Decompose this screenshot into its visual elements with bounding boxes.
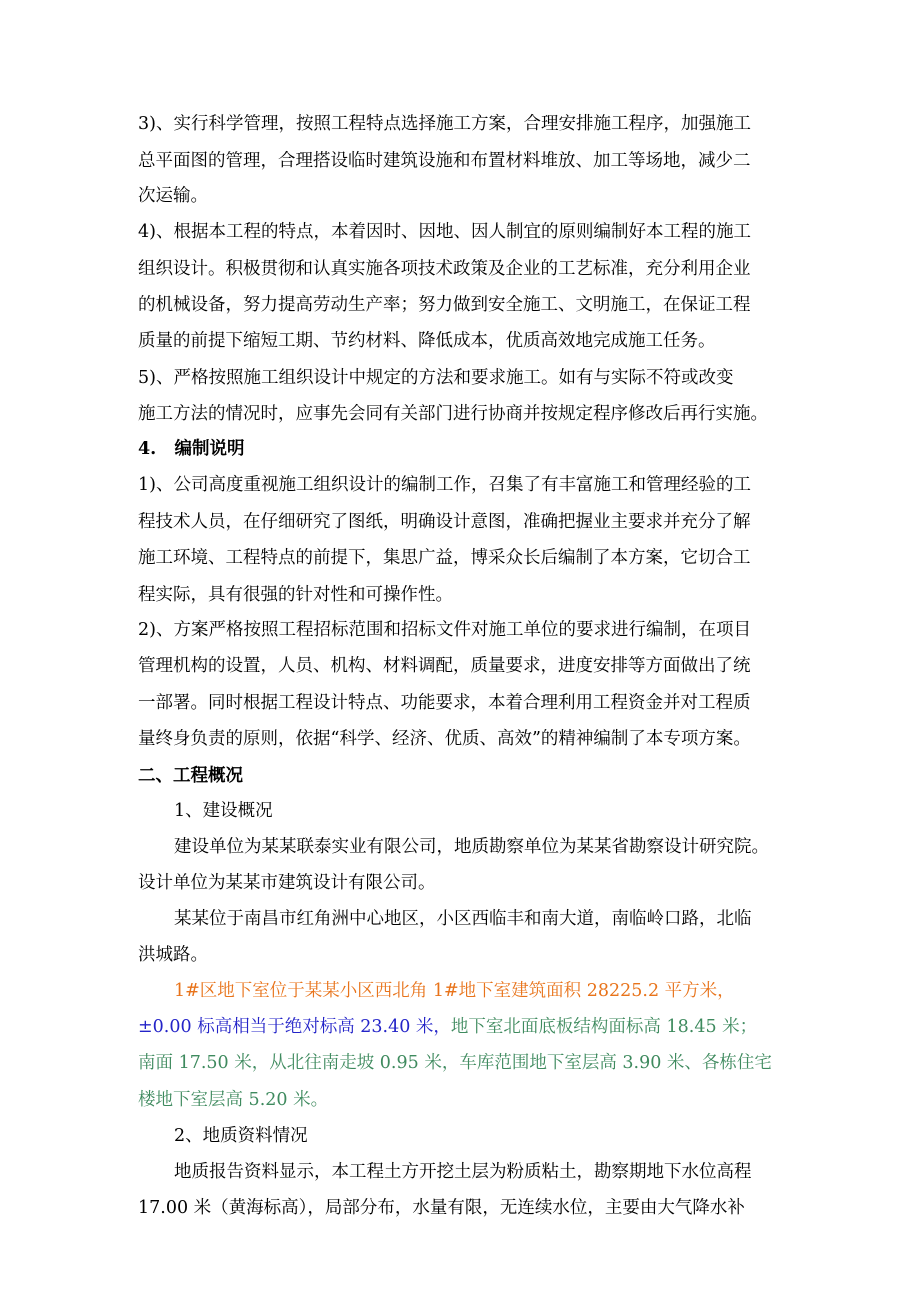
section4-p1-line1: 1)、公司高度重视施工组织设计的编制工作，召集了有丰富施工和管理经验的工 — [138, 475, 751, 495]
para3-line3: 次运输。 — [138, 186, 208, 206]
build-line1: 建设单位为某某联泰实业有限公司，地质勘察单位为某某省勘察设计研究院。 — [174, 837, 769, 857]
geology-line2: 17.00 米（黄海标高），局部分布，水量有限，无连续水位，主要由大气降水补 — [138, 1198, 745, 1218]
basement-line4: 楼地下室层高 5.20 米。 — [138, 1090, 329, 1110]
location-line2: 洪城路。 — [138, 945, 208, 965]
section4-p1-line3: 施工环境、工程特点的前提下，集思广益，博采众长后编制了本方案，它切合工 — [138, 548, 751, 568]
para4-line2: 组织设计。积极贯彻和认真实施各项技术政策及企业的工艺标准，充分利用企业 — [138, 259, 751, 279]
build-line2: 设计单位为某某市建筑设计有限公司。 — [138, 873, 436, 893]
para5-line1: 5)、严格按照施工组织设计中规定的方法和要求施工。如有与实际不符或改变 — [138, 368, 734, 388]
para3-line2: 总平面图的管理，合理搭设临时建筑设施和布置材料堆放、加工等场地，减少二 — [138, 151, 751, 171]
section4-p1-line2: 程技术人员，在仔细研究了图纸，明确设计意图，准确把握业主要求并充分了解 — [138, 512, 751, 532]
basement-line1: 1#区地下室位于某某小区西北角 1#地下室建筑面积 28225.2 平方米， — [174, 981, 735, 1001]
subheading-geology: 2、地质资料情况 — [174, 1126, 308, 1146]
section4-p2-line3: 一部署。同时根据工程设计特点、功能要求，本着合理利用工程资金并对工程质 — [138, 693, 751, 713]
para5-line2: 施工方法的情况时，应事先会同有关部门进行协商并按规定程序修改后再行实施。 — [138, 404, 768, 424]
section4-p1-line4: 程实际，具有很强的针对性和可操作性。 — [138, 585, 453, 605]
location-line1: 某某位于南昌市红角洲中心地区，小区西临丰和南大道，南临岭口路，北临 — [174, 909, 752, 929]
para3-line1: 3)、实行科学管理，按照工程特点选择施工方案，合理安排施工程序，加强施工 — [138, 114, 751, 134]
section4-p2-line1: 2)、方案严格按照工程招标范围和招标文件对施工单位的要求进行编制，在项目 — [138, 620, 751, 640]
para4-line3: 的机械设备，努力提高劳动生产率；努力做到安全施工、文明施工，在保证工程 — [138, 295, 751, 315]
basement-line2 — [138, 1015, 757, 1039]
section4-p2-line4: 量终身负责的原则，依据“科学、经济、优质、高效”的精神编制了本专项方案。 — [138, 729, 751, 749]
geology-line1: 地质报告资料显示，本工程土方开挖土层为粉质粘土，勘察期地下水位高程 — [174, 1162, 752, 1182]
basement-line2-north: 地下室北面底板结构面标高 18.45 米； — [450, 1017, 758, 1037]
section4-heading: 4. 编制说明 — [138, 439, 245, 459]
subheading-build-overview: 1、建设概况 — [174, 801, 273, 821]
section4-p2-line2: 管理机构的设置，人员、机构、材料调配，质量要求，进度安排等方面做出了统 — [138, 656, 751, 676]
basement-line2-elevation: ±0.00 标高相当于绝对标高 23.40 米， — [138, 1017, 451, 1037]
section2-heading: 二、工程概况 — [138, 766, 243, 786]
basement-line3: 南面 17.50 米，从北往南走坡 0.95 米，车库范围地下室层高 3.90 米、各栋住宅 — [138, 1053, 772, 1073]
para4-line1: 4)、根据本工程的特点，本着因时、因地、因人制宜的原则编制好本工程的施工 — [138, 222, 751, 242]
para4-line4: 质量的前提下缩短工期、节约材料、降低成本，优质高效地完成施工任务。 — [138, 331, 716, 351]
